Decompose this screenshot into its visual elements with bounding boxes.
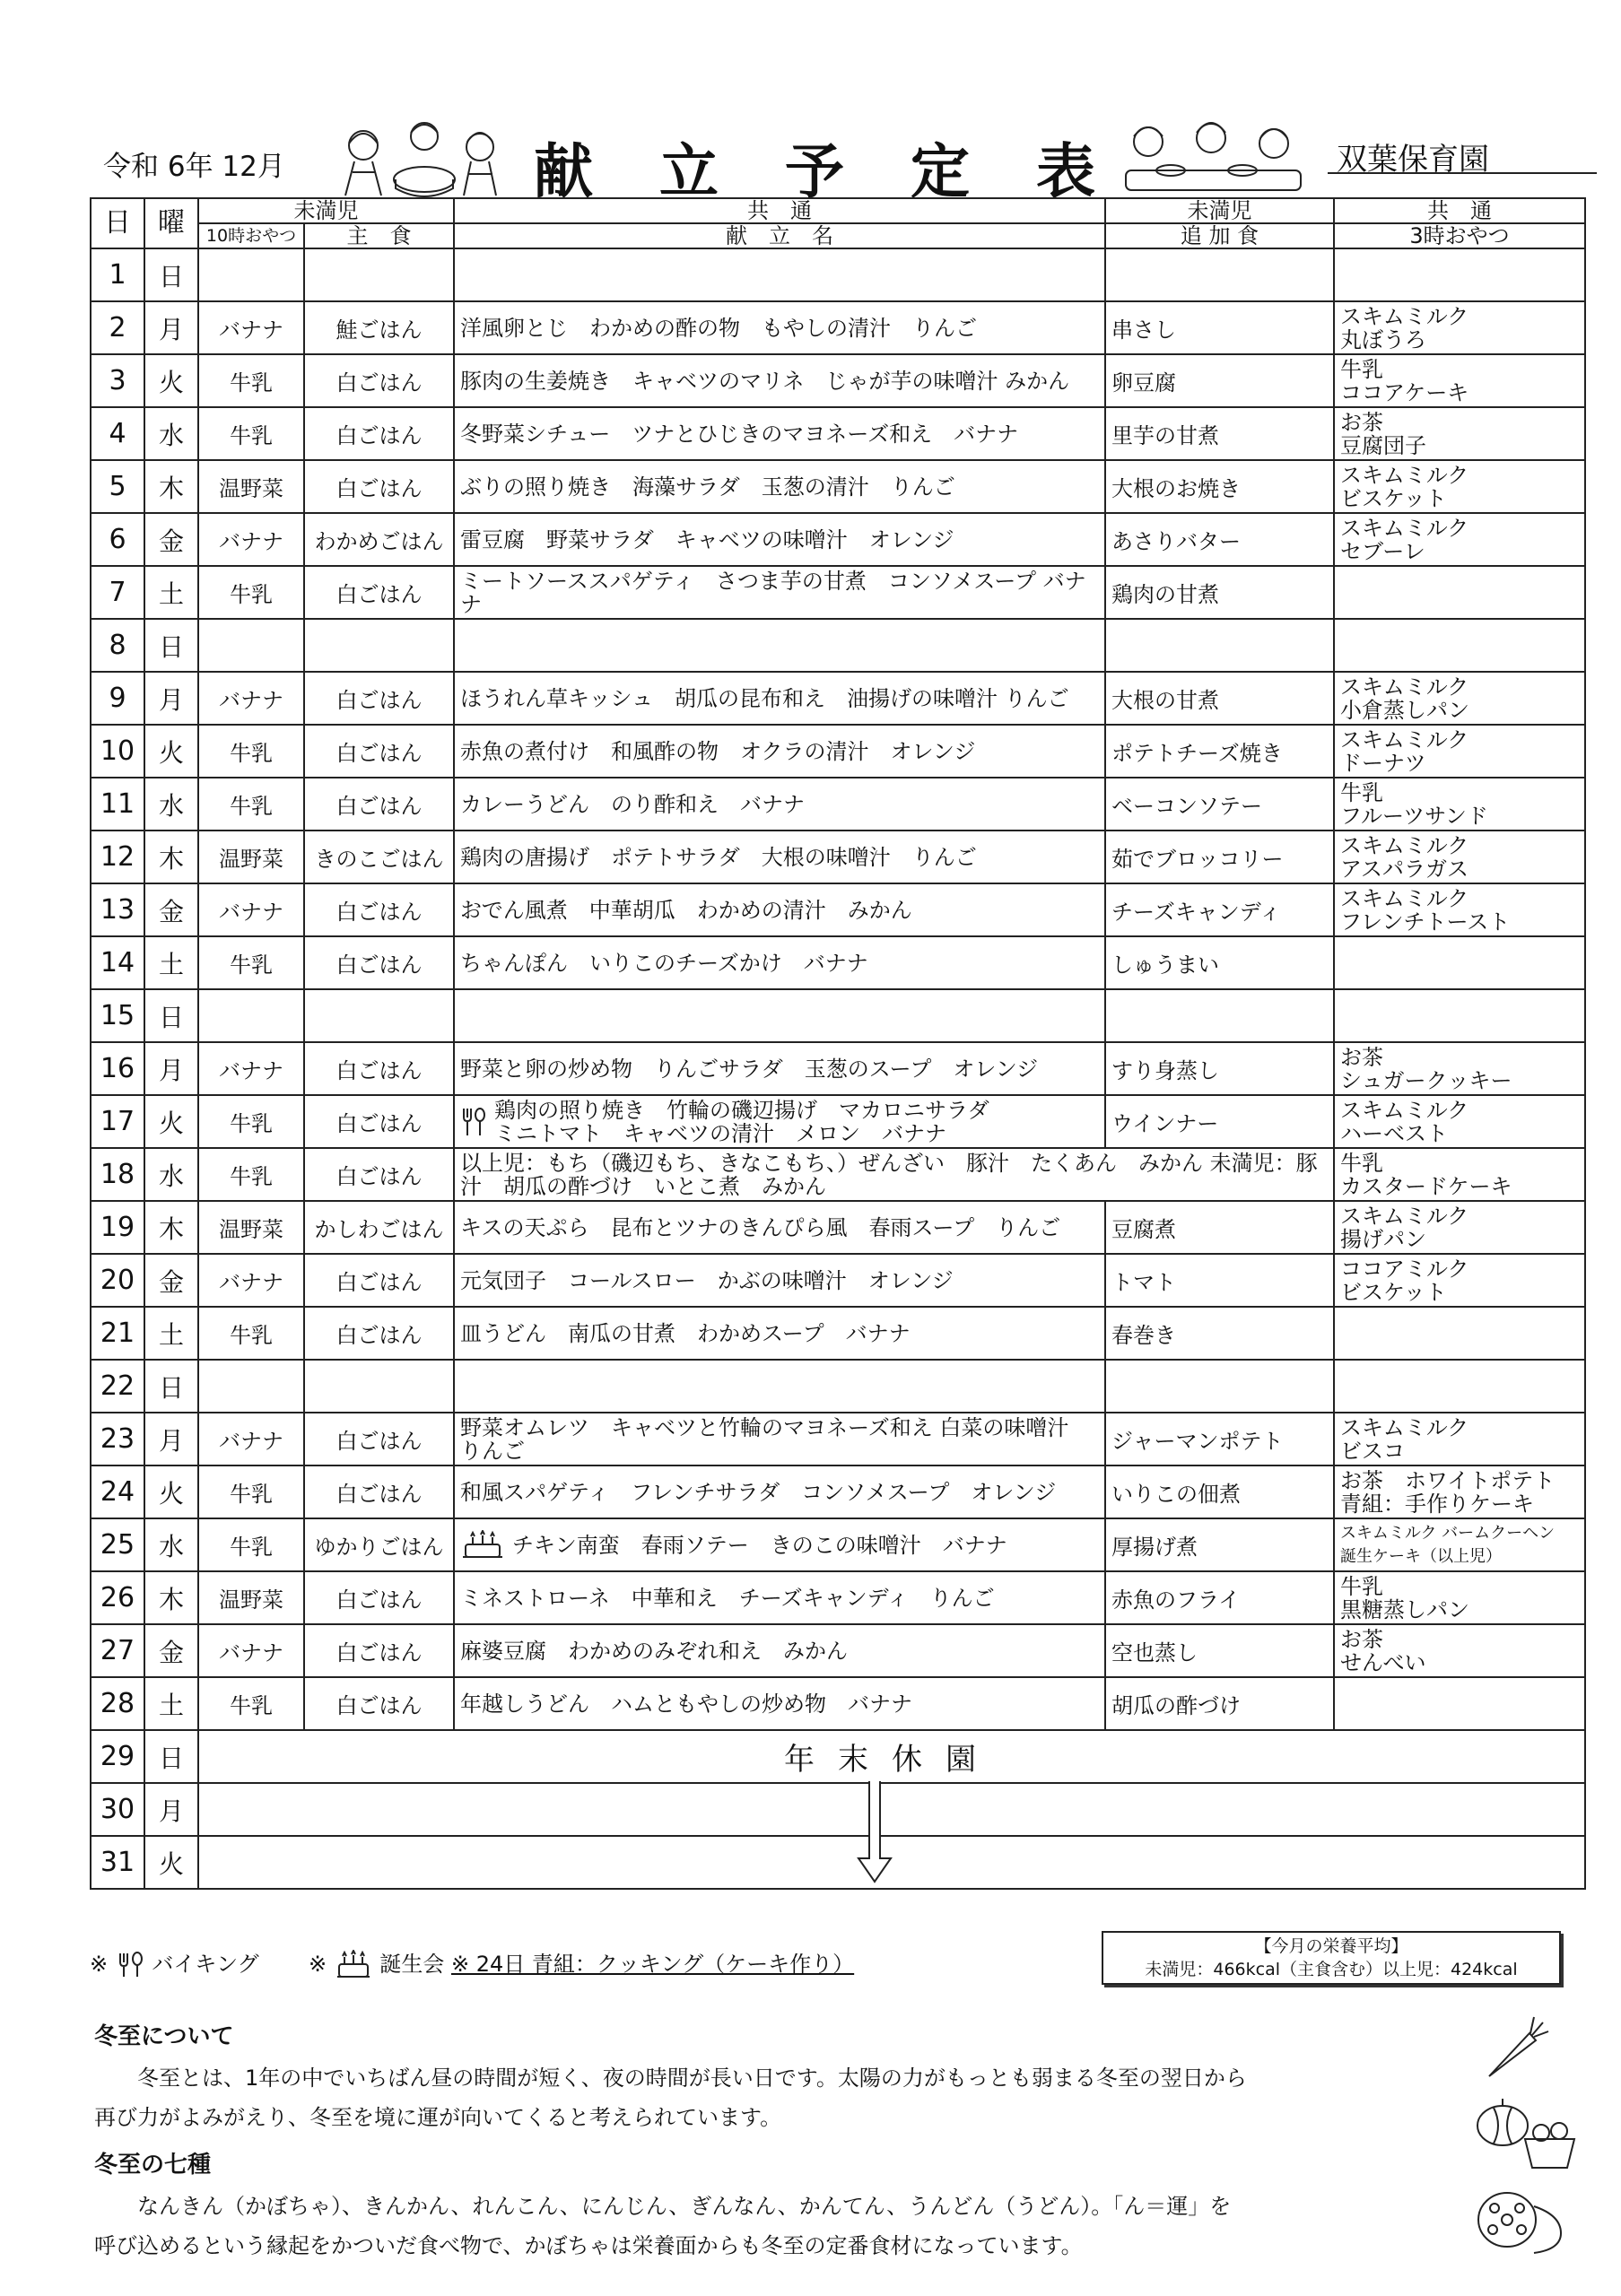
weekday: 日	[144, 1730, 198, 1783]
additional-food-cell	[1105, 1360, 1334, 1413]
snack10-cell: 温野菜	[198, 460, 304, 513]
weekday: 土	[144, 936, 198, 989]
children-cooking-illustration-left	[327, 117, 525, 202]
weekday: 金	[144, 1254, 198, 1307]
menu-cell: 野菜オムレツ キャベツと竹輪のマヨネーズ和え 白菜の味噌汁 りんご	[454, 1413, 1105, 1465]
table-row	[91, 1624, 1585, 1677]
weekday: 火	[144, 1836, 198, 1889]
menu-cell: 洋風卵とじ わかめの酢の物 もやしの清汁 りんご	[454, 301, 1105, 354]
table-row-closed	[91, 1730, 1585, 1783]
menu-cell: 皿うどん 南瓜の甘煮 わかめスープ バナナ	[454, 1307, 1105, 1360]
staple-cell: 白ごはん	[304, 1042, 454, 1095]
weekday: 木	[144, 831, 198, 883]
staple-cell: 白ごはん	[304, 460, 454, 513]
snack3-cell: お茶 シュガークッキー	[1334, 1042, 1585, 1095]
table-row	[91, 248, 1585, 301]
snack10-cell	[198, 989, 304, 1042]
notes-paragraph: 冬至とは、1年の中でいちばん昼の時間が短く、夜の時間が長い日です。太陽の力がもっとも弱まる冬至の翌日から	[137, 2066, 1247, 2091]
table-row	[91, 831, 1585, 883]
additional-food-cell: 茹でブロッコリー	[1105, 831, 1334, 883]
children-eating-illustration-right	[1117, 117, 1310, 202]
table-row	[91, 460, 1585, 513]
snack10-cell: 牛乳	[198, 1518, 304, 1571]
closed-label: 年末休園	[198, 1730, 1585, 1783]
day-number: 19	[91, 1201, 144, 1254]
snack10-cell: 牛乳	[198, 407, 304, 460]
additional-food-cell: 豆腐煮	[1105, 1201, 1334, 1254]
legend-viking: バイキング	[152, 1952, 259, 1977]
day-number: 22	[91, 1360, 144, 1413]
weekday: 火	[144, 354, 198, 407]
snack10-cell: バナナ	[198, 1413, 304, 1465]
additional-food-cell: ウインナー	[1105, 1095, 1334, 1148]
day-number: 16	[91, 1042, 144, 1095]
notes-paragraph: 呼び込めるという縁起をかついだ食べ物で、かぼちゃは栄養面からも冬至の定番食材になっています。	[94, 2233, 1083, 2258]
menu-cell: 雷豆腐 野菜サラダ キャベツの味噌汁 オレンジ	[454, 513, 1105, 566]
day-number: 9	[91, 672, 144, 725]
snack10-cell: バナナ	[198, 672, 304, 725]
snack10-cell	[198, 619, 304, 672]
snack3-cell: ココアミルク ビスケット	[1334, 1254, 1585, 1307]
day-number: 7	[91, 566, 144, 619]
snack3-cell	[1334, 1360, 1585, 1413]
snack10-cell: 牛乳	[198, 1148, 304, 1201]
header-staple: 主 食	[304, 223, 454, 248]
additional-food-cell: 赤魚のフライ	[1105, 1571, 1334, 1624]
menu-body	[91, 248, 1585, 1889]
legend	[90, 1946, 854, 1980]
table-row	[91, 1042, 1585, 1095]
menu-cell: 赤魚の煮付け 和風酢の物 オクラの清汁 オレンジ	[454, 725, 1105, 778]
menu-cell: 麻婆豆腐 わかめのみぞれ和え みかん	[454, 1624, 1105, 1677]
snack10-cell: バナナ	[198, 1042, 304, 1095]
snack10-cell: 牛乳	[198, 1465, 304, 1518]
fork-spoon-icon	[460, 1107, 487, 1137]
staple-cell: 白ごはん	[304, 1307, 454, 1360]
day-number: 6	[91, 513, 144, 566]
snack10-cell: バナナ	[198, 1624, 304, 1677]
nutrition-line: 未満児：466kcal（主食含む）以上児：424kcal	[1145, 1960, 1518, 1979]
additional-food-cell: 大根のお焼き	[1105, 460, 1334, 513]
weekday: 水	[144, 1518, 198, 1571]
weekday: 日	[144, 989, 198, 1042]
staple-cell	[304, 619, 454, 672]
menu-cell	[454, 619, 1105, 672]
snack10-cell: 牛乳	[198, 778, 304, 831]
staple-cell: わかめごはん	[304, 513, 454, 566]
menu-cell: 以上児：もち（磯辺もち、きなこもち、）ぜんざい 豚汁 たくあん みかん 未満児：豚汁 胡瓜の酢づけ いとこ煮 みかん	[454, 1148, 1334, 1201]
day-number: 8	[91, 619, 144, 672]
snack3-cell: スキムミルク ビスコ	[1334, 1413, 1585, 1465]
snack3-cell: スキムミルク バームクーヘン 誕生ケーキ（以上児）	[1334, 1518, 1585, 1571]
table-header-row	[91, 198, 1585, 223]
weekday: 金	[144, 1624, 198, 1677]
snack3-cell: スキムミルク 小倉蒸しパン	[1334, 672, 1585, 725]
snack3-cell	[1334, 1307, 1585, 1360]
additional-food-cell: トマト	[1105, 1254, 1334, 1307]
carrot-icon	[1480, 2013, 1552, 2085]
snack10-cell: 温野菜	[198, 1571, 304, 1624]
table-row	[91, 407, 1585, 460]
menu-cell: キスの天ぷら 昆布とツナのきんぴら風 春雨スープ りんご	[454, 1201, 1105, 1254]
snack10-cell: 温野菜	[198, 831, 304, 883]
nutrition-box	[1102, 1931, 1561, 1985]
day-number: 30	[91, 1783, 144, 1836]
table-row-closed	[91, 1836, 1585, 1889]
additional-food-cell: 空也蒸し	[1105, 1624, 1334, 1677]
day-number: 11	[91, 778, 144, 831]
snack3-cell: スキムミルク ドーナツ	[1334, 725, 1585, 778]
menu-table	[90, 197, 1586, 1890]
header-under3-add: 未満児	[1105, 198, 1334, 223]
weekday: 火	[144, 1465, 198, 1518]
weekday: 木	[144, 1571, 198, 1624]
additional-food-cell: 卵豆腐	[1105, 354, 1334, 407]
day-number: 18	[91, 1148, 144, 1201]
snack10-cell	[198, 1360, 304, 1413]
menu-cell	[454, 989, 1105, 1042]
weekday: 金	[144, 513, 198, 566]
table-row	[91, 1518, 1585, 1571]
additional-food-cell: 里芋の甘煮	[1105, 407, 1334, 460]
day-number: 31	[91, 1836, 144, 1889]
table-row	[91, 566, 1585, 619]
header-under3: 未満児	[198, 198, 454, 223]
day-number: 10	[91, 725, 144, 778]
menu-cell	[454, 248, 1105, 301]
staple-cell: 白ごはん	[304, 1095, 454, 1148]
table-row	[91, 1465, 1585, 1518]
notes-heading-seven-foods: 冬至の七種	[94, 2152, 212, 2179]
menu-cell: 野菜と卵の炒め物 りんごサラダ 玉葱のスープ オレンジ	[454, 1042, 1105, 1095]
snack10-cell: 牛乳	[198, 1677, 304, 1730]
table-row	[91, 778, 1585, 831]
table-row	[91, 1254, 1585, 1307]
menu-cell: 冬野菜シチュー ツナとひじきのマヨネーズ和え バナナ	[454, 407, 1105, 460]
weekday: 水	[144, 1148, 198, 1201]
snack3-cell: 牛乳 フルーツサンド	[1334, 778, 1585, 831]
header-add: 追 加 食	[1105, 223, 1334, 248]
header-day: 日	[91, 198, 144, 248]
menu-cell: ミネストローネ 中華和え チーズキャンディ りんご	[454, 1571, 1105, 1624]
day-number: 14	[91, 936, 144, 989]
additional-food-cell: 胡瓜の酢づけ	[1105, 1677, 1334, 1730]
table-row	[91, 1571, 1585, 1624]
snack3-cell	[1334, 248, 1585, 301]
nutrition-title: 【今月の栄養平均】	[1254, 1936, 1408, 1956]
snack3-cell: お茶 せんべい	[1334, 1624, 1585, 1677]
weekday: 月	[144, 672, 198, 725]
notes-paragraph: 再び力がよみがえり、冬至を境に運が向いてくると考えられています。	[94, 2105, 782, 2130]
menu-cell	[454, 1095, 1105, 1148]
day-number: 23	[91, 1413, 144, 1465]
additional-food-cell: いりこの佃煮	[1105, 1465, 1334, 1518]
snack3-cell: 牛乳 ココアケーキ	[1334, 354, 1585, 407]
weekday: 火	[144, 1095, 198, 1148]
notes-heading-winter-solstice: 冬至について	[94, 2023, 234, 2050]
snack3-cell: スキムミルク 丸ぼうろ	[1334, 301, 1585, 354]
weekday: 火	[144, 725, 198, 778]
page-title: 献 立 予 定 表	[534, 137, 1095, 206]
weekday: 土	[144, 1307, 198, 1360]
weekday: 月	[144, 1413, 198, 1465]
additional-food-cell: しゅうまい	[1105, 936, 1334, 989]
menu-cell	[454, 1360, 1105, 1413]
weekday: 月	[144, 1783, 198, 1836]
cake-icon	[334, 1950, 373, 1980]
snack10-cell: 牛乳	[198, 936, 304, 989]
header-snack10: 10時おやつ	[198, 223, 304, 248]
legend-birthday: 誕生会	[379, 1952, 445, 1977]
weekday: 木	[144, 460, 198, 513]
snack3-cell: 牛乳 カスタードケーキ	[1334, 1148, 1585, 1201]
cake-icon	[460, 1530, 505, 1561]
snack3-cell	[1334, 989, 1585, 1042]
day-number: 20	[91, 1254, 144, 1307]
staple-cell: 白ごはん	[304, 1413, 454, 1465]
snack3-cell	[1334, 619, 1585, 672]
additional-food-cell: すり身蒸し	[1105, 1042, 1334, 1095]
school-name: 双葉保育園	[1337, 142, 1489, 178]
staple-cell: 白ごはん	[304, 1571, 454, 1624]
table-row	[91, 1413, 1585, 1465]
additional-food-cell	[1105, 248, 1334, 301]
staple-cell: 白ごはん	[304, 1465, 454, 1518]
staple-cell: ゆかりごはん	[304, 1518, 454, 1571]
table-row	[91, 619, 1585, 672]
day-number: 26	[91, 1571, 144, 1624]
day-number: 28	[91, 1677, 144, 1730]
staple-cell: 白ごはん	[304, 1624, 454, 1677]
weekday: 月	[144, 1042, 198, 1095]
day-number: 1	[91, 248, 144, 301]
table-row	[91, 1095, 1585, 1148]
snack3-cell: スキムミルク アスパラガス	[1334, 831, 1585, 883]
menu-cell: 元気団子 コールスロー かぶの味噌汁 オレンジ	[454, 1254, 1105, 1307]
weekday: 月	[144, 301, 198, 354]
snack3-cell: お茶 豆腐団子	[1334, 407, 1585, 460]
table-row	[91, 1360, 1585, 1413]
snack3-cell: 牛乳 黒糖蒸しパン	[1334, 1571, 1585, 1624]
menu-cell: おでん風煮 中華胡瓜 わかめの清汁 みかん	[454, 883, 1105, 936]
header-snack3: 3時おやつ	[1334, 223, 1585, 248]
additional-food-cell: 大根の甘煮	[1105, 672, 1334, 725]
staple-cell: 白ごはん	[304, 725, 454, 778]
table-row	[91, 725, 1585, 778]
staple-cell: 白ごはん	[304, 1677, 454, 1730]
staple-cell: 白ごはん	[304, 883, 454, 936]
table-row	[91, 301, 1585, 354]
snack3-cell: スキムミルク 揚げパン	[1334, 1201, 1585, 1254]
table-row	[91, 1148, 1585, 1201]
table-row	[91, 883, 1585, 936]
day-number: 15	[91, 989, 144, 1042]
additional-food-cell: チーズキャンディ	[1105, 883, 1334, 936]
staple-cell: 白ごはん	[304, 407, 454, 460]
header-common: 共 通	[454, 198, 1105, 223]
snack10-cell: バナナ	[198, 301, 304, 354]
menu-cell: ぶりの照り焼き 海藻サラダ 玉葱の清汁 りんご	[454, 460, 1105, 513]
menu-cell: 年越しうどん ハムともやしの炒め物 バナナ	[454, 1677, 1105, 1730]
day-number: 25	[91, 1518, 144, 1571]
header-weekday: 曜	[144, 198, 198, 248]
legend-mark: ※	[90, 1952, 109, 1977]
table-row	[91, 1307, 1585, 1360]
divider	[1328, 172, 1597, 174]
day-number: 17	[91, 1095, 144, 1148]
header-menu: 献 立 名	[454, 223, 1105, 248]
weekday: 日	[144, 1360, 198, 1413]
weekday: 日	[144, 619, 198, 672]
era-date: 令和 6年 12月	[103, 151, 285, 183]
additional-food-cell: 串さし	[1105, 301, 1334, 354]
weekday: 水	[144, 778, 198, 831]
snack10-cell	[198, 248, 304, 301]
snack10-cell: バナナ	[198, 1254, 304, 1307]
notes-paragraph: なんきん（かぼちゃ）、きんかん、れんこん、にんじん、ぎんなん、かんてん、うんどん（うどん）。「ん＝運」を	[137, 2194, 1232, 2219]
weekday: 金	[144, 883, 198, 936]
snack10-cell: 牛乳	[198, 354, 304, 407]
snack10-cell: バナナ	[198, 513, 304, 566]
staple-cell	[304, 1360, 454, 1413]
page-header	[0, 117, 1621, 206]
snack10-cell: 牛乳	[198, 1095, 304, 1148]
day-number: 3	[91, 354, 144, 407]
table-row	[91, 1677, 1585, 1730]
day-number: 29	[91, 1730, 144, 1783]
snack3-cell: スキムミルク セブーレ	[1334, 513, 1585, 566]
snack10-cell: 温野菜	[198, 1201, 304, 1254]
snack10-cell: バナナ	[198, 883, 304, 936]
additional-food-cell: 厚揚げ煮	[1105, 1518, 1334, 1571]
staple-cell: 白ごはん	[304, 1254, 454, 1307]
additional-food-cell: ポテトチーズ焼き	[1105, 725, 1334, 778]
staple-cell	[304, 989, 454, 1042]
weekday: 土	[144, 566, 198, 619]
weekday: 土	[144, 1677, 198, 1730]
snack3-cell	[1334, 566, 1585, 619]
staple-cell: 白ごはん	[304, 1148, 454, 1201]
staple-cell: きのこごはん	[304, 831, 454, 883]
snack10-cell: 牛乳	[198, 725, 304, 778]
lotus-root-icon	[1471, 2179, 1570, 2260]
table-row	[91, 1201, 1585, 1254]
table-row	[91, 672, 1585, 725]
snack3-cell	[1334, 936, 1585, 989]
table-row	[91, 354, 1585, 407]
snack3-cell	[1334, 1677, 1585, 1730]
staple-cell	[304, 248, 454, 301]
menu-cell: 鶏肉の唐揚げ ポテトサラダ 大根の味噌汁 りんご	[454, 831, 1105, 883]
additional-food-cell	[1105, 619, 1334, 672]
additional-food-cell: 春巻き	[1105, 1307, 1334, 1360]
day-number: 24	[91, 1465, 144, 1518]
staple-cell: 白ごはん	[304, 778, 454, 831]
day-number: 21	[91, 1307, 144, 1360]
additional-food-cell: ジャーマンポテト	[1105, 1413, 1334, 1465]
day-number: 4	[91, 407, 144, 460]
legend-note: ※ 24日 青組：クッキング（ケーキ作り）	[450, 1952, 855, 1977]
snack10-cell: 牛乳	[198, 1307, 304, 1360]
menu-cell: ちゃんぽん いりこのチーズかけ バナナ	[454, 936, 1105, 989]
table-row	[91, 513, 1585, 566]
additional-food-cell: 鶏肉の甘煮	[1105, 566, 1334, 619]
closed-period-arrow	[855, 1781, 894, 1883]
staple-cell: かしわごはん	[304, 1201, 454, 1254]
additional-food-cell: ベーコンソテー	[1105, 778, 1334, 831]
snack10-cell: 牛乳	[198, 566, 304, 619]
weekday: 日	[144, 248, 198, 301]
day-number: 2	[91, 301, 144, 354]
staple-cell: 白ごはん	[304, 354, 454, 407]
fork-spoon-icon	[115, 1952, 145, 1979]
additional-food-cell	[1105, 989, 1334, 1042]
staple-cell: 白ごはん	[304, 672, 454, 725]
additional-food-cell: あさりバター	[1105, 513, 1334, 566]
staple-cell: 白ごはん	[304, 566, 454, 619]
table-row-closed	[91, 1783, 1585, 1836]
day-number: 27	[91, 1624, 144, 1677]
menu-cell: ミートソーススパゲティ さつま芋の甘煮 コンソメスープ バナナ	[454, 566, 1105, 619]
table-header-row	[91, 223, 1585, 248]
menu-cell: カレーうどん のり酢和え バナナ	[454, 778, 1105, 831]
weekday: 水	[144, 407, 198, 460]
table-row	[91, 989, 1585, 1042]
header-common-snack: 共 通	[1334, 198, 1585, 223]
legend-mark: ※	[308, 1952, 327, 1977]
menu-cell: 豚肉の生姜焼き キャベツのマリネ じゃが芋の味噌汁 みかん	[454, 354, 1105, 407]
menu-cell	[454, 1518, 1105, 1571]
notes-section	[94, 2009, 1494, 2266]
menu-cell: 和風スパゲティ フレンチサラダ コンソメスープ オレンジ	[454, 1465, 1105, 1518]
snack3-cell: スキムミルク フレンチトースト	[1334, 883, 1585, 936]
day-number: 12	[91, 831, 144, 883]
pumpkin-basket-icon	[1471, 2090, 1579, 2175]
day-number: 5	[91, 460, 144, 513]
weekday: 木	[144, 1201, 198, 1254]
snack3-cell: お茶 ホワイトポテト 青組：手作りケーキ	[1334, 1465, 1585, 1518]
snack3-cell: スキムミルク ハーベスト	[1334, 1095, 1585, 1148]
table-row	[91, 936, 1585, 989]
day-number: 13	[91, 883, 144, 936]
staple-cell: 白ごはん	[304, 936, 454, 989]
menu-cell: ほうれん草キッシュ 胡瓜の昆布和え 油揚げの味噌汁 りんご	[454, 672, 1105, 725]
snack3-cell: スキムミルク ビスケット	[1334, 460, 1585, 513]
menu-text: 鶏肉の照り焼き 竹輪の磯辺揚げ マカロニサラダ ミニトマト キャベツの清汁 メロン バナナ	[494, 1097, 989, 1146]
staple-cell: 鮭ごはん	[304, 301, 454, 354]
menu-text: チキン南蛮 春雨ソテー きのこの味噌汁 バナナ	[512, 1532, 1007, 1558]
